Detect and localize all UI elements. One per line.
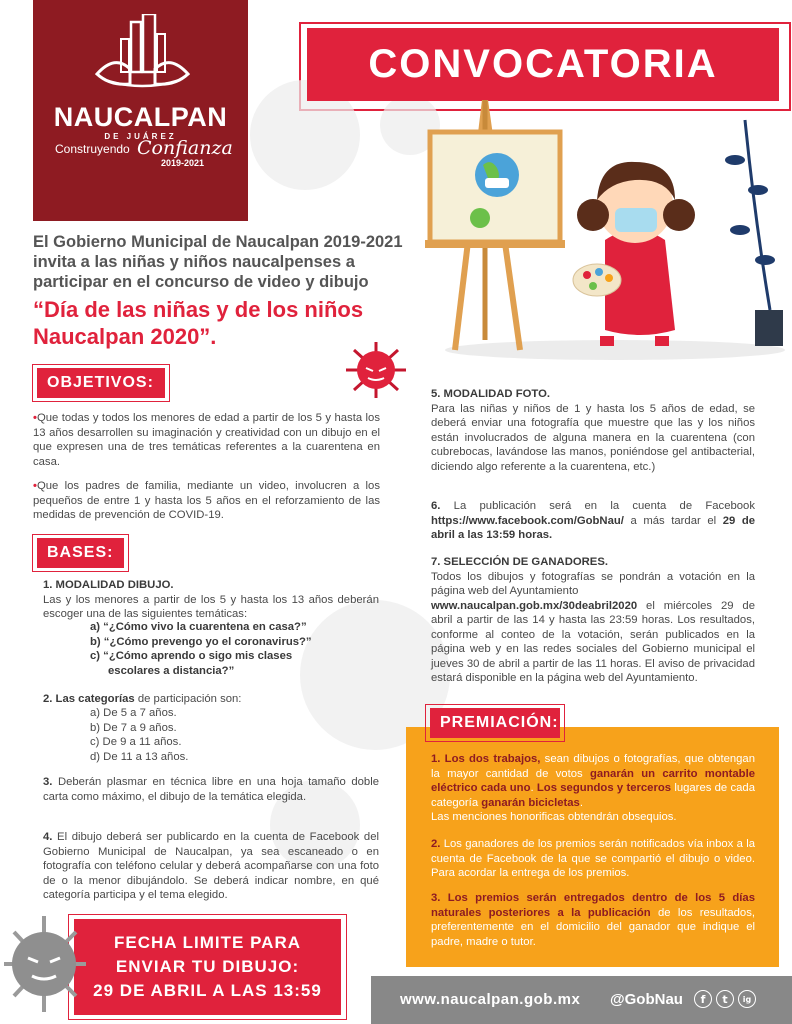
red-virus-icon [340,340,412,400]
facebook-link[interactable]: https://www.facebook.com/GobNau/ [431,514,624,527]
base-7-title: 7. SELECCIÓN DE GANADORES. [431,556,609,568]
objetivos-label-text: OBJETIVOS: [47,374,154,391]
base-6-text2: a más tardar el [623,514,723,527]
page-title: CONVOCATORIA [368,42,718,86]
premio-2-text: Los ganadores de los premios serán notificados vía inbox a la cuenta de Facebook de la que se compartió el dibujo o video. Para acordar la entrega de los premios. [431,838,755,879]
base-6-text: La publicación será en la cuenta de Facebook [440,500,755,512]
convocatoria-banner [307,28,779,101]
premio-1 [431,752,755,825]
base-4 [43,830,379,903]
logo-slogan-b: Confianza [137,137,233,159]
bases-label-text: BASES: [47,544,114,561]
premio-2 [431,837,755,881]
base-6 [431,499,755,543]
tematica-option: b) “¿Cómo prevengo yo el coronavirus?” [90,635,312,648]
premio-3-a: 3. Los premios serán entregados dentro de los 5 días naturales posteriores a la publicación [431,892,755,919]
objetivo-item-text: Que los padres de familia, mediante un video, involucren a los pequeños de entre 1 y hasta los 5 años en el reforzamiento de las medidas de prevención de COVID-19. [33,480,380,521]
premiacion-label [430,708,560,738]
objetivo-item [33,411,380,469]
premio-3-b: de los resultados, preferentemente en el domicilio del ganador que indique el padre, madre o tutor. [431,906,755,948]
base-5 [431,387,755,474]
grey-virus-icon [2,910,90,1018]
premiacion-label-text: PREMIACIÓN: [440,714,559,731]
categoria-item: d) De 11 a 13 años. [90,750,189,763]
tematica-option: a) “¿Cómo vivo la cuarentena en casa?” [90,621,307,633]
bullet-dot-icon: • [33,412,37,424]
objetivos-label [37,368,165,398]
bases-label [37,538,124,568]
base-4-text: El dibujo deberá ser publicardo en la cuenta de Facebook del Gobierno Municipal de Naucalpan, ya sea escaneado o en fotografía con teléfono celular y deberá acompañarse con una foto de o la menor dibujándolo. Se deberá indicar nombre, en qué categoría participa y el tema elegido. [43,831,379,901]
base-6-deadline: 29 de abril a las 13:59 horas. [431,514,756,541]
logo-years: 2019-2021 [161,158,205,168]
intro-text: El Gobierno Municipal de Naucalpan 2019-2021 invita a las niñas y niños naucalpenses a participar en el concurso de video y dibujo [33,233,403,291]
fecha-line-3: 29 DE ABRIL A LAS 13:59 [93,981,322,1000]
premio-1-b: sean dibujos o fotografías, que obtengan la mayor cantidad de votos [431,753,755,780]
twitter-icon[interactable]: t [716,990,734,1008]
contest-title: “Día de las niñas y de los niños Naucalpan 2020”. [33,297,364,349]
logo-name: NAUCALPAN [53,102,228,132]
base-2-text: de participación son: [134,693,242,705]
base-1-text: Las y los menores a partir de los 5 y hasta los 13 años deberán escoger una de las siguientes temáticas: [43,593,379,620]
instagram-icon[interactable]: ig [738,990,756,1008]
tematicas-list [90,620,350,678]
tematica-option: escolares a distancia?” [108,664,235,677]
base-5-text: Para las niñas y niños de 1 y hasta los 5 años de edad, se deberá enviar una fotografía que muestre que las y los niños están involucrados de alguna manera en la cuarentena (con cubrebocas, lavándose las manos, poniéndose gel antibacterial, diciendo algo referente a la cuarentena, etc.) [431,402,755,473]
bullet-dot-icon: • [33,480,37,492]
premio-1-f: lugares de cada categoría [431,782,755,809]
footer-website[interactable]: www.naucalpan.gob.mx [400,991,581,1008]
base-3 [43,775,379,804]
logo-subtitle: DE JUÁREZ [104,132,177,141]
base-4-num: 4. [43,831,53,843]
premio-1-a: 1. Los dos trabajos, [431,753,541,765]
categoria-item: a) De 5 a 7 años. [90,707,177,719]
tematica-option: c) “¿Cómo aprendo o sigo mis clases [90,650,293,662]
fecha-limite-box [74,919,341,1015]
categoria-item: b) De 7 a 9 años. [90,721,177,734]
categoria-item: c) De 9 a 11 años. [90,736,182,748]
base-3-text: Deberán plasmar en técnica libre en una hoja tamaño doble carta como máximo, el dibujo de la temática elegida. [43,776,379,803]
base-7-text: Todos los dibujos y fotografías se pondrán a votación en la página web del Ayuntamiento [431,570,755,597]
base-1 [43,578,379,622]
base-7-text2: el miércoles 29 de abril a partir de las 14 y hasta las 23:59 horas. Los resultados, conforme al conteo de la votación, serán publicados en la página web y en las redes sociales del Gobierno municipal el jueves 30 de abril a partir de las 11 horas. El aviso de privacidad estará disponible en la página web del Ayuntamiento. [431,599,755,684]
fecha-line-2: ENVIAR TU DIBUJO: [115,957,300,976]
logo-slogan-a: Construyendo [55,142,130,156]
base-7 [431,555,755,686]
city-hands-icon [95,14,190,92]
voting-link[interactable]: www.naucalpan.gob.mx/30deabril2020 [431,599,638,612]
base-6-num: 6. [431,500,441,512]
categorias-list [90,706,290,764]
logo-block [33,0,248,221]
base-5-title: 5. MODALIDAD FOTO. [431,388,551,400]
premio-1-h: . [579,796,583,809]
objetivo-item-text: Que todas y todos los menores de edad a partir de los 5 y hasta los 13 años desarrollen su imaginación y creatividad con un dibujo en el que expresen una de tres temáticas referentes a la cuarentena en casa. [33,412,380,468]
base-2 [43,692,379,707]
footer-handle[interactable]: @GobNau [610,991,683,1008]
footer-bar [371,976,792,1024]
premio-1-g: ganarán bicicletas [481,796,580,809]
premio-1-c: ganarán un carrito montable eléctrico cada uno [431,767,755,794]
girl-painting-illustration [425,100,792,365]
premio-1-d: . [530,782,537,794]
premio-2-num: 2. [431,838,441,850]
premio-1-e: Los segundos y terceros [536,782,672,794]
fecha-line-1: FECHA LIMITE PARA [114,933,301,952]
objetivo-item [33,479,380,523]
base-1-title: 1. MODALIDAD DIBUJO. [43,579,174,591]
base-3-num: 3. [43,776,53,788]
base-2-lead: 2. Las categorías [43,693,135,705]
facebook-icon[interactable]: f [694,990,712,1008]
premio-3 [431,891,755,949]
premio-1-i: Las menciones honorificas obtendrán obsequios. [431,811,677,823]
